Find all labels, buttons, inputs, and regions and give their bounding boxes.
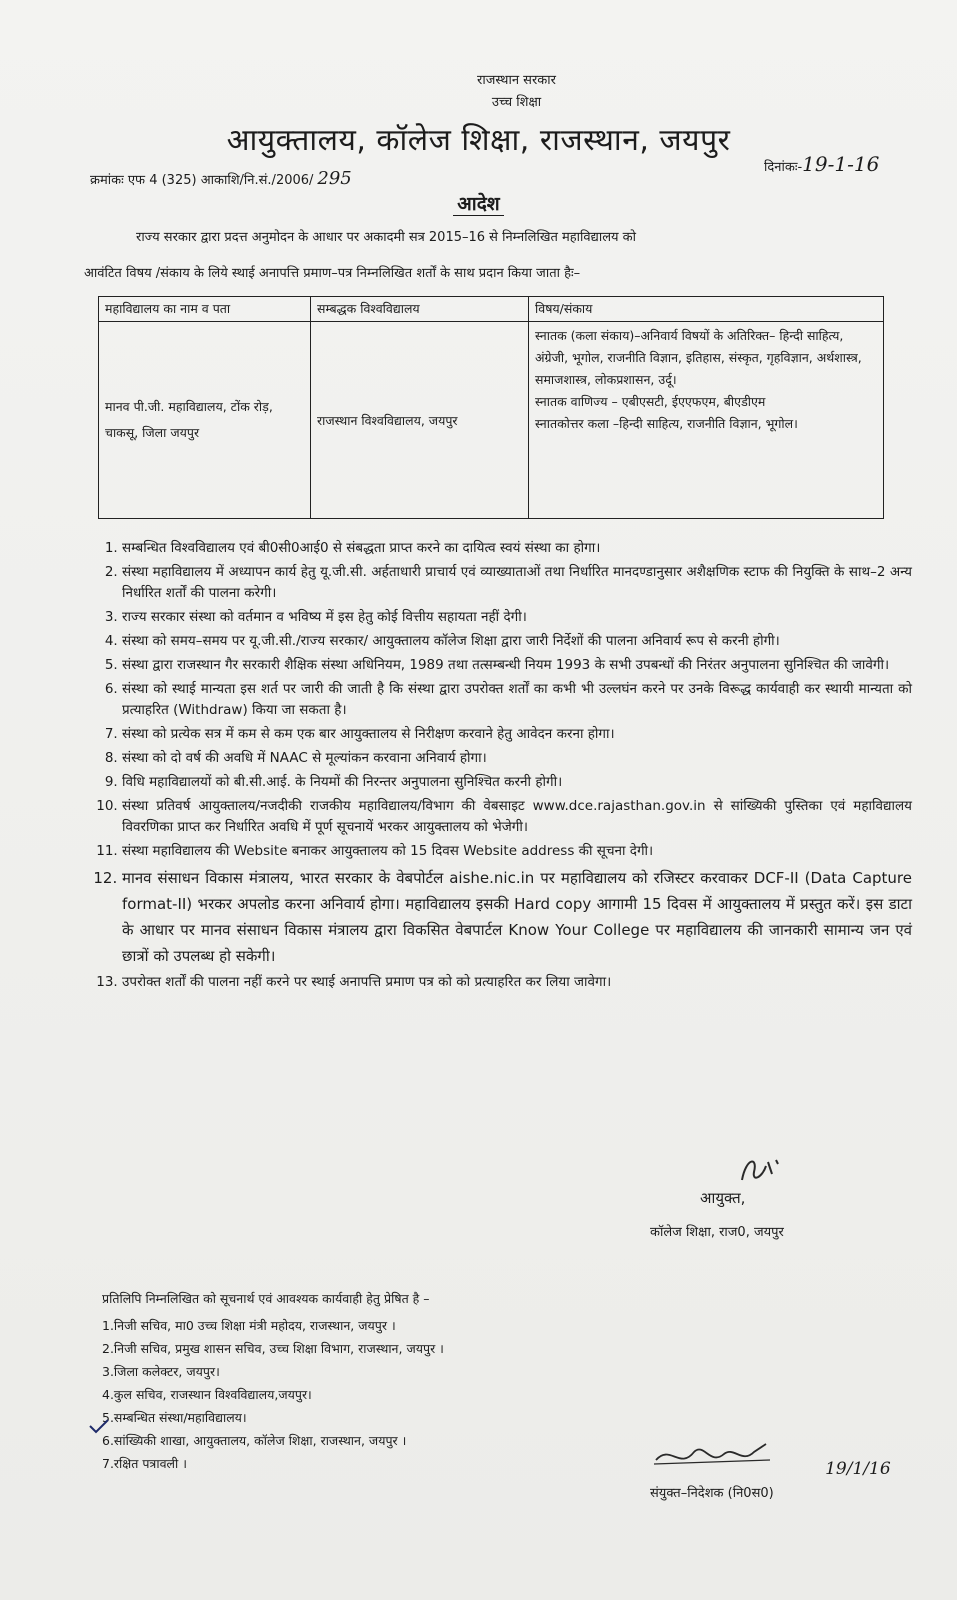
condition-item: 3. राज्य सरकार संस्था को वर्तमान व भविष्य में इस हेतु कोई वित्तीय सहायता नहीं देगी। [122,607,912,628]
table-row [99,322,884,519]
condition-item: 1. सम्बन्धित विश्वविद्यालय एवं बी0सी0आई0 से संबद्धता प्राप्त करने का दायित्व स्वयं संस्था का होगा। [122,538,912,559]
college-table [98,296,884,519]
table-header: सम्बद्धक विश्वविद्यालय [311,297,529,322]
condition-item: 10. संस्था प्रतिवर्ष आयुक्तालय/नजदीकी राजकीय महाविद्यालय/विभाग की वेबसाइट www.dce.rajasthan.gov.in से सांख्यिकी पुस्तिका एवं महाविद्यालय विवरणिका प्राप्त कर निर्धारित अवधि में पूर्ण सूचनायें भरकर आयुक्तालय को भेजेगी। [122,796,912,838]
condition-item: 2. संस्था महाविद्यालय में अध्यापन कार्य हेतु यू.जी.सी. अर्हताधारी प्राचार्य एवं व्याख्याताओं तथा निर्धारित मानदण्डानुसार अशैक्षणिक स्टाफ की नियुक्ति के साथ–2 अन्य निर्धारित शर्तों की पालना करेगी। [122,562,912,604]
date-handwritten: 19-1-16 [802,152,880,176]
office-title: आयुक्तालय, कॉलेज शिक्षा, राजस्थान, जयपुर [226,123,731,158]
subject-arts: स्नातक (कला संकाय)–अनिवार्य विषयों के अतिरिक्त– हिन्दी साहित्य, अंग्रेजी, भूगोल, राजनीति विज्ञान, इतिहास, संस्कृत, गृहविज्ञान, अर्थशास्त्र, समाजशास्त्र, लोकप्रशासन, उर्दू। [535,328,862,387]
copy-item: 6.सांख्यिकी शाखा, आयुक्तालय, कॉलेज शिक्षा, राजस्थान, जयपुर । [102,1433,407,1448]
condition-item: 8. संस्था को दो वर्ष की अवधि में NAAC से मूल्यांकन करवाना अनिवार्य होगा। [122,748,912,769]
university-cell: राजस्थान विश्वविद्यालय, जयपुर [311,322,529,519]
table-header-row [99,297,884,322]
intro-line-1: राज्य सरकार द्वारा प्रदत्त अनुमोदन के आधार पर अकादमी सत्र 2015–16 से निम्नलिखित महाविद्यालय को [136,230,637,245]
copy-item: 4.कुल सचिव, राजस्थान विश्वविद्यालय,जयपुर। [102,1387,312,1402]
copy-item: 2.निजी सचिव, प्रमुख शासन सचिव, उच्च शिक्षा विभाग, राजस्थान, जयपुर । [102,1341,444,1356]
condition-item: 9. विधि महाविद्यालयों को बी.सी.आई. के नियमों की निरन्तर अनुपालना सुनिश्चित करनी होगी। [122,772,912,793]
commissioner-office: कॉलेज शिक्षा, राज0, जयपुर [650,1225,784,1240]
reference-handwritten: 295 [317,168,352,189]
subject-commerce: स्नातक वाणिज्य – एबीएसटी, ईएएफएम, बीएडीएम [535,394,766,409]
signature-date-handwritten: 19/1/16 [825,1459,891,1479]
college-cell: मानव पी.जी. महाविद्यालय, टोंक रोड़, चाकसू, जिला जयपुर [99,322,311,519]
table-header: महाविद्यालय का नाम व पता [99,297,311,322]
condition-item: 7. संस्था को प्रत्येक सत्र में कम से कम एक बार आयुक्तालय से निरीक्षण करवाने हेतु आवेदन करना होगा। [122,724,912,745]
joint-director-role: संयुक्त–निदेशक (नि0स0) [650,1486,774,1501]
intro-line-2: आवंटित विषय /संकाय के लिये स्थाई अनापत्ति प्रमाण–पत्र निम्नलिखित शर्तों के साथ प्रदान किया जाता हैः– [84,266,581,281]
conditions-list [92,538,912,996]
reference-number [90,168,352,189]
government-name: राजस्थान सरकार [477,73,556,88]
copies-list [102,1314,444,1475]
subject-postgraduate: स्नातकोत्तर कला –हिन्दी साहित्य, राजनीति विज्ञान, भूगोल। [535,416,798,431]
condition-item: 11. संस्था महाविद्यालय की Website बनाकर आयुक्तालय को 15 दिवस Website address की सूचना देगी। [122,841,912,862]
date-label: दिनांकः- [764,160,803,175]
reference-label: क्रमांकः एफ 4 (325) आकाशि/नि.सं./2006/ [90,173,314,188]
condition-item: 12. मानव संसाधन विकास मंत्रालय, भारत सरकार के वेबपोर्टल aishe.nic.in पर महाविद्यालय को रजिस्टर करवाकर DCF-II (Data Capture format-II) भरकर अपलोड करना अनिवार्य होगा। महाविद्यालय इसकी Hard copy आगामी 15 दिवस में आयुक्तालय में प्रस्तुत करें। इस डाटा के आधार पर मानव संसाधन विकास मंत्रालय द्वारा विकसित वेबपार्टल Know Your College पर महाविद्यालय की जानकारी सामान्य जन एवं छात्रों को उपलब्ध हो सकेगी। [122,865,912,969]
order-heading: आदेश [0,190,957,216]
signature-scribble [736,1152,786,1188]
copy-item: 5.सम्बन्धित संस्था/महाविद्यालय। [102,1410,247,1425]
condition-item: 4. संस्था को समय–समय पर यू.जी.सी./राज्य सरकार/ आयुक्तालय कॉलेज शिक्षा द्वारा जारी निर्देशों की पालना अनिवार्य रूप से करनी होगी। [122,631,912,652]
copy-item: 3.जिला कलेक्टर, जयपुर। [102,1364,220,1379]
copy-item: 1.निजी सचिव, मा0 उच्च शिक्षा मंत्री महोदय, राजस्थान, जयपुर । [102,1318,396,1333]
checkmark-icon [88,1418,110,1434]
copies-heading: प्रतिलिपि निम्नलिखित को सूचनार्थ एवं आवश्यक कार्यवाही हेतु प्रेषित है – [102,1291,430,1306]
condition-item: 13. उपरोक्त शर्तों की पालना नहीं करने पर स्थाई अनापत्ति प्रमाण पत्र को को प्रत्याहरित कर लिया जावेगा। [122,972,912,993]
condition-item: 5. संस्था द्वारा राजस्थान गैर सरकारी शैक्षिक संस्था अधिनियम, 1989 तथा तत्सम्बन्धी नियम 1993 के सभी उपबन्धों की निरंतर अनुपालना सुनिश्चित की जावेगी। [122,655,912,676]
department-name: उच्च शिक्षा [491,95,542,110]
subjects-cell [529,322,884,519]
copy-item: 7.रक्षित पत्रावली । [102,1456,187,1471]
order-date [764,152,879,176]
condition-item: 6. संस्था को स्थाई मान्यता इस शर्त पर जारी की जाती है कि संस्था द्वारा उपरोक्त शर्तों का कभी भी उल्लघंन करने पर उनके विरूद्ध कार्यवाही कर स्थायी मान्यता को प्रत्याहरित (Withdraw) किया जा सकता है। [122,679,912,721]
table-header: विषय/संकाय [529,297,884,322]
commissioner-designation: आयुक्त, [700,1189,746,1207]
joint-director-signature-block [650,1440,891,1501]
signature-scribble [650,1440,820,1474]
